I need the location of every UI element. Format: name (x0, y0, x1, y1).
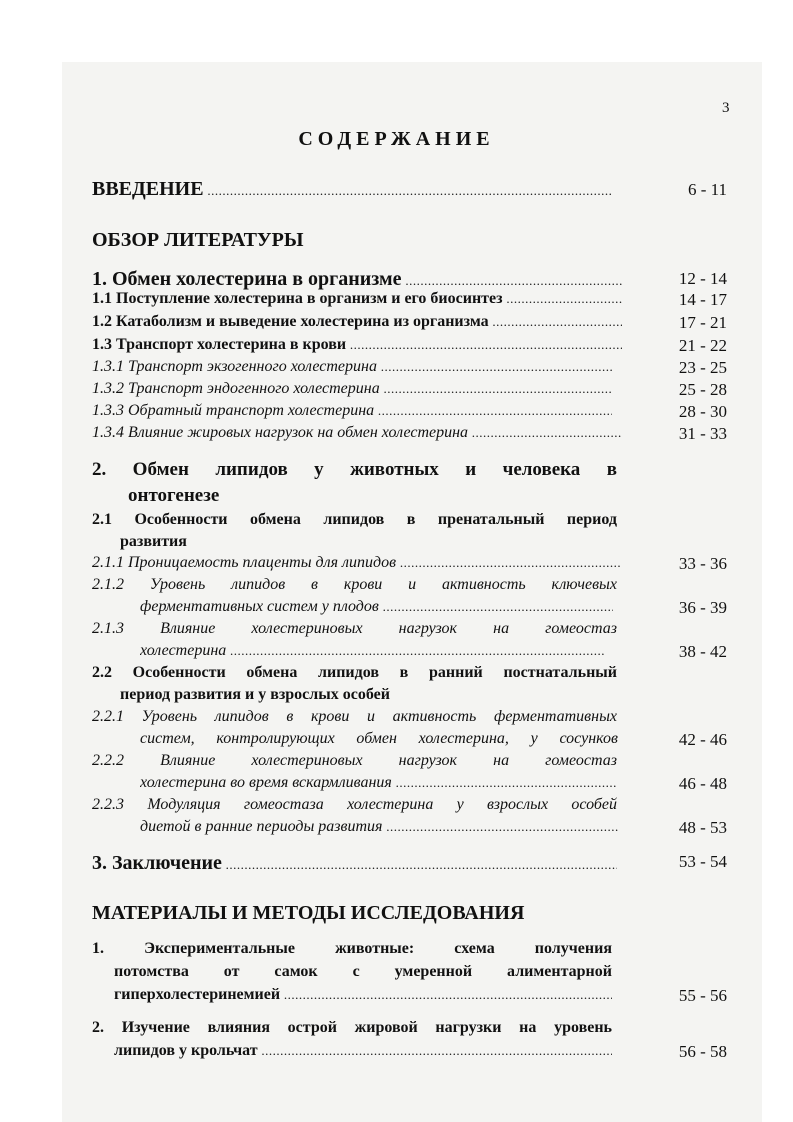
toc-intro-label: ВВЕДЕНИЕ ..... (92, 178, 612, 201)
toc-section-2-1-2-pages: 36 - 39 (678, 598, 727, 617)
toc-section-1-1[interactable] (0, 290, 793, 314)
review-heading: ОБЗОР ЛИТЕРАТУРЫ (92, 229, 304, 251)
toc-section-2-2-3-line2: диетой в ранние периоды развития ..... (140, 818, 618, 836)
toc-section-2-2-3-pages: 48 - 53 (678, 818, 727, 837)
toc-section-1-3-label: 1.3 Транспорт холестерина в крови ..... (92, 336, 622, 354)
toc-section-2-line2[interactable]: онтогенезе (128, 485, 220, 506)
toc-methods-2[interactable] (0, 1042, 793, 1066)
toc-section-1-1-pages: 14 - 17 (678, 290, 727, 309)
toc-section-2-2-2[interactable] (0, 774, 793, 798)
toc-section-2-1-1-pages: 33 - 36 (678, 554, 727, 573)
toc-section-1-3-3-label: 1.3.3 Обратный транспорт холестерина ..... (92, 402, 612, 420)
toc-section-2-1-3-line2: холестерина ..... (140, 642, 605, 660)
toc-section-3[interactable] (0, 852, 793, 876)
toc-section-2-2-1-line2: систем, контролирующих обмен холестерина, у сосунков (140, 730, 618, 747)
toc-section-2-1-2-line2: ферментативных систем у плодов ..... (140, 598, 613, 616)
toc-section-2-2-line2[interactable]: период развития и у взрослых особей (120, 686, 390, 703)
toc-section-1-3-4-label: 1.3.4 Влияние жировых нагрузок на обмен холестерина ..... (92, 424, 622, 442)
toc-section-2-2-3-line1[interactable]: 2.2.3 Модуляция гомеостаза холестерина у взрослых особей (92, 796, 617, 813)
toc-section-2-1-3-pages: 38 - 42 (678, 642, 727, 661)
toc-section-2-2-line1[interactable]: 2.2 Особенности обмена липидов в ранний постнатальный (92, 664, 617, 681)
toc-section-2-line1[interactable]: 2. Обмен липидов у животных и человека в (92, 459, 617, 480)
toc-section-2-2-3[interactable] (0, 818, 793, 842)
page-number: 3 (722, 100, 730, 116)
toc-section-1-pages: 12 - 14 (678, 269, 727, 288)
toc-section-2-1-3[interactable] (0, 642, 793, 666)
toc-section-1-3-2[interactable] (0, 380, 793, 404)
toc-section-3-pages: 53 - 54 (678, 852, 727, 871)
toc-section-1-3-4[interactable] (0, 424, 793, 448)
toc-section-1-2-label: 1.2 Катаболизм и выведение холестерина из организма ..... (92, 313, 622, 331)
toc-section-2-2-1-pages: 42 - 46 (678, 730, 727, 749)
toc-section-2-2-1-line1[interactable]: 2.2.1 Уровень липидов в крови и активность ферментативных (92, 708, 617, 725)
toc-section-2-1-1-label: 2.1.1 Проницаемость плаценты для липидов ..... (92, 554, 622, 572)
toc-section-1-3-2-label: 1.3.2 Транспорт эндогенного холестерина ..... (92, 380, 612, 398)
page-title: СОДЕРЖАНИЕ (298, 128, 495, 150)
toc-section-2-1-3-line1[interactable]: 2.1.3 Влияние холестериновых нагрузок на гомеостаз (92, 620, 617, 637)
toc-methods-1-line1[interactable]: 1. Экспериментальные животные: схема получения (92, 940, 612, 957)
toc-section-1-1-label: 1.1 Поступление холестерина в организм и его биосинтез ..... (92, 290, 622, 308)
toc-section-2-1-1[interactable] (0, 554, 793, 578)
toc-methods-1-line3: гиперхолестеринемией ..... (114, 986, 612, 1004)
toc-section-1-3-2-pages: 25 - 28 (678, 380, 727, 399)
toc-section-1-3-pages: 21 - 22 (678, 336, 727, 355)
toc-section-1-3-3-pages: 28 - 30 (678, 402, 727, 421)
toc-methods-1[interactable] (0, 986, 793, 1010)
toc-methods-1-pages: 55 - 56 (678, 986, 727, 1005)
toc-section-1-3[interactable] (0, 336, 793, 360)
toc-intro-pages: 6 - 11 (687, 180, 727, 199)
toc-section-1-3-3[interactable] (0, 402, 793, 426)
toc-section-2-2-2-line2: холестерина во время вскармливания ..... (140, 774, 616, 792)
toc-methods-2-line1[interactable]: 2. Изучение влияния острой жировой нагрузки на уровень (92, 1019, 612, 1036)
methods-heading: МАТЕРИАЛЫ И МЕТОДЫ ИССЛЕДОВАНИЯ (92, 902, 525, 924)
toc-section-2-1-line2[interactable]: развития (120, 533, 187, 550)
toc-section-2-2-2-pages: 46 - 48 (678, 774, 727, 793)
toc-section-1-2-pages: 17 - 21 (678, 313, 727, 332)
toc-section-2-1-line1[interactable]: 2.1 Особенности обмена липидов в пренатальный период (92, 511, 617, 528)
toc-section-1-3-1[interactable] (0, 358, 793, 382)
toc-section-1-3-4-pages: 31 - 33 (678, 424, 727, 443)
toc-section-1[interactable] (0, 268, 793, 292)
toc-methods-2-pages: 56 - 58 (678, 1042, 727, 1061)
toc-section-1-3-1-label: 1.3.1 Транспорт экзогенного холестерина ..... (92, 358, 612, 376)
toc-section-2-1-2-line1[interactable]: 2.1.2 Уровень липидов в крови и активность ключевых (92, 576, 617, 593)
toc-section-2-2-2-line1[interactable]: 2.2.2 Влияние холестериновых нагрузок на гомеостаз (92, 752, 617, 769)
toc-methods-1-line2[interactable]: потомства от самок с умеренной алиментарной (114, 963, 612, 980)
toc-section-1-2[interactable] (0, 313, 793, 337)
toc-intro[interactable] (0, 178, 793, 202)
toc-section-2-1-2[interactable] (0, 598, 793, 622)
toc-section-2-2-1[interactable] (0, 730, 793, 754)
toc-section-3-label: 3. Заключение ..... (92, 852, 617, 875)
toc-section-1-label: 1. Обмен холестерина в организме ..... (92, 268, 622, 291)
toc-methods-2-line2: липидов у крольчат ..... (114, 1042, 612, 1060)
toc-section-1-3-1-pages: 23 - 25 (678, 358, 727, 377)
